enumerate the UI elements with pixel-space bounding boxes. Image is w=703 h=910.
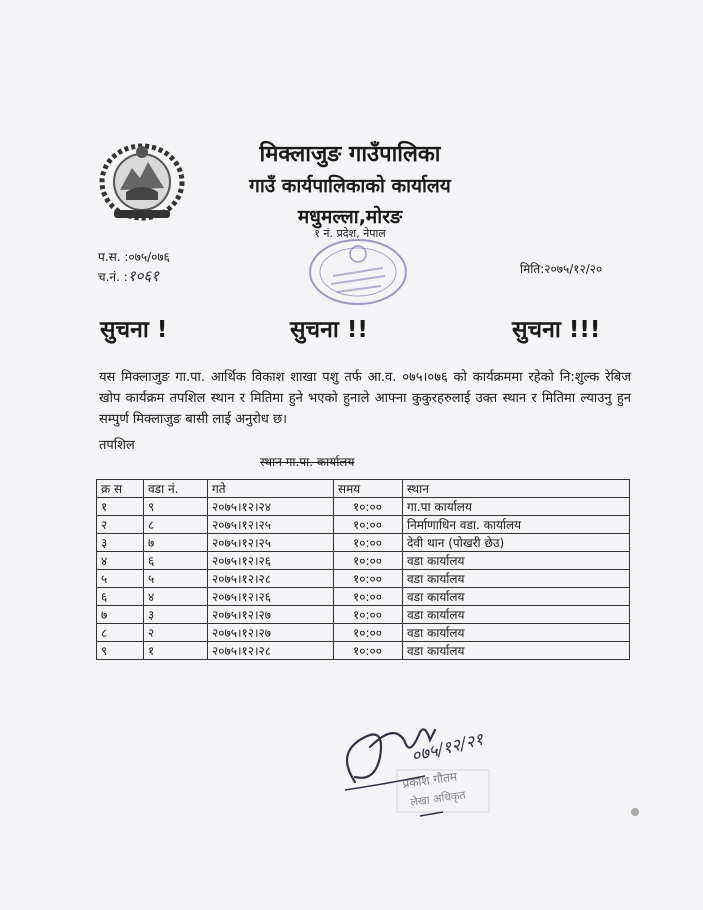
cell-ward: ५	[144, 570, 208, 588]
cell-serial: ४	[97, 552, 144, 570]
header-location: स्थान	[403, 480, 630, 498]
cell-location: वडा कार्यालय	[403, 588, 630, 606]
header-ward: वडा नं.	[144, 480, 208, 498]
cell-ward: ९	[144, 498, 208, 516]
cell-serial: ५	[97, 570, 144, 588]
cell-location: वडा कार्यालय	[403, 624, 630, 642]
cell-location: देवी थान (पोखरी छेउ)	[403, 534, 630, 552]
cell-ward: २	[144, 624, 208, 642]
struck-location-text: स्थान गा.पा. कार्यालय	[260, 455, 355, 469]
table-row	[97, 588, 630, 606]
cell-time: १०:००	[334, 624, 403, 642]
cell-time: १०:००	[334, 570, 403, 588]
ps-label: प.स. :	[98, 250, 129, 264]
header-time: समय	[334, 480, 403, 498]
cell-location: वडा कार्यालय	[403, 552, 630, 570]
nepal-emblem-logo	[96, 138, 188, 224]
notice-heading-2: सुचना !!	[290, 317, 368, 343]
office-name: गाउँ कार्यपालिकाको कार्यालय	[249, 175, 451, 197]
vaccination-schedule-table	[96, 479, 630, 660]
cell-serial: २	[97, 516, 144, 534]
table-row	[97, 642, 630, 660]
table-row	[97, 534, 630, 552]
cell-serial: ६	[97, 588, 144, 606]
cell-time: १०:००	[334, 588, 403, 606]
table-row	[97, 570, 630, 588]
cn-label: च.नं. :	[98, 270, 128, 284]
table-row	[97, 516, 630, 534]
table-row	[97, 606, 630, 624]
cell-ward: १	[144, 642, 208, 660]
signature-block	[325, 712, 505, 822]
cell-date: २०७५।१२।२८	[208, 570, 334, 588]
cell-serial: ३	[97, 534, 144, 552]
cell-date: २०७५।१२।२८	[208, 642, 334, 660]
cell-ward: ३	[144, 606, 208, 624]
cell-time: १०:००	[334, 534, 403, 552]
cell-time: १०:००	[334, 552, 403, 570]
cell-serial: ८	[97, 624, 144, 642]
cell-ward: ६	[144, 552, 208, 570]
stamp-title: लेखा अधिकृत	[409, 788, 467, 809]
cell-location: वडा कार्यालय	[403, 570, 630, 588]
cell-ward: ७	[144, 534, 208, 552]
office-location: मधुमल्ला,मोरङ	[297, 206, 403, 228]
cell-date: २०७५।१२।२५	[208, 516, 334, 534]
details-label: तपशिल	[99, 438, 135, 453]
cell-location: वडा कार्यालय	[403, 642, 630, 660]
cell-serial: १	[97, 498, 144, 516]
municipality-name: मिक्लाजुङ गाउँपालिका	[259, 142, 441, 167]
cell-location: वडा कार्यालय	[403, 606, 630, 624]
header-date: गते	[208, 480, 334, 498]
cell-time: १०:००	[334, 498, 403, 516]
province-label: १ नं. प्रदेश, नेपाल	[314, 227, 386, 240]
cell-ward: ८	[144, 516, 208, 534]
cell-location: निर्माणाधिन वडा. कार्यालय	[403, 516, 630, 534]
cell-serial: ७	[97, 606, 144, 624]
scan-speck	[630, 806, 640, 818]
notice-body: यस मिक्लाजुङ गा.पा. आर्थिक विकाश शाखा पशु तर्फ आ.व. ०७५।०७६ को कार्यक्रममा रहेको नि:शुल्क रेबिज खोप कार्यक्रम तपशिल स्थान र मितिमा हुने भएको हुनाले आफ्ना कुकुरहरुलाई उक्त स्थान र मितिमा ल्याउनु हुन सम्पुर्ण मिक्लाजुङ बासी लाई अनुरोध छ।	[99, 370, 631, 427]
signature-date: ०७५/१२/२१	[409, 729, 486, 767]
office-stamp	[303, 236, 413, 308]
notice-heading-1: सुचना !	[100, 317, 168, 343]
cell-ward: ४	[144, 588, 208, 606]
cell-date: २०७५।१२।२५	[208, 534, 334, 552]
table-row	[97, 624, 630, 642]
cell-date: २०७५।१२।२६	[208, 588, 334, 606]
cell-date: २०७५।१२।२६	[208, 552, 334, 570]
cell-time: १०:००	[334, 642, 403, 660]
cell-date: २०७५।१२।२७	[208, 606, 334, 624]
stamp-name: प्रकाश गौतम	[401, 769, 458, 791]
table-header-row	[97, 480, 630, 498]
cn-value: १०६१	[127, 267, 159, 285]
cell-time: १०:००	[334, 516, 403, 534]
reference-cn	[98, 266, 159, 286]
table-row	[97, 552, 630, 570]
document-date: मिति:२०७५/१२/२०	[520, 262, 603, 276]
cell-serial: ९	[97, 642, 144, 660]
header-serial: क्र स	[97, 480, 144, 498]
notice-heading-3: सुचना !!!	[512, 317, 601, 343]
cell-date: २०७५।१२।२४	[208, 498, 334, 516]
reference-ps	[98, 248, 170, 265]
cell-date: २०७५।१२।२७	[208, 624, 334, 642]
table-row	[97, 498, 630, 516]
ps-value: ०७५/०७६	[128, 250, 170, 264]
cell-location: गा.पा कार्यालय	[403, 498, 630, 516]
cell-time: १०:००	[334, 606, 403, 624]
